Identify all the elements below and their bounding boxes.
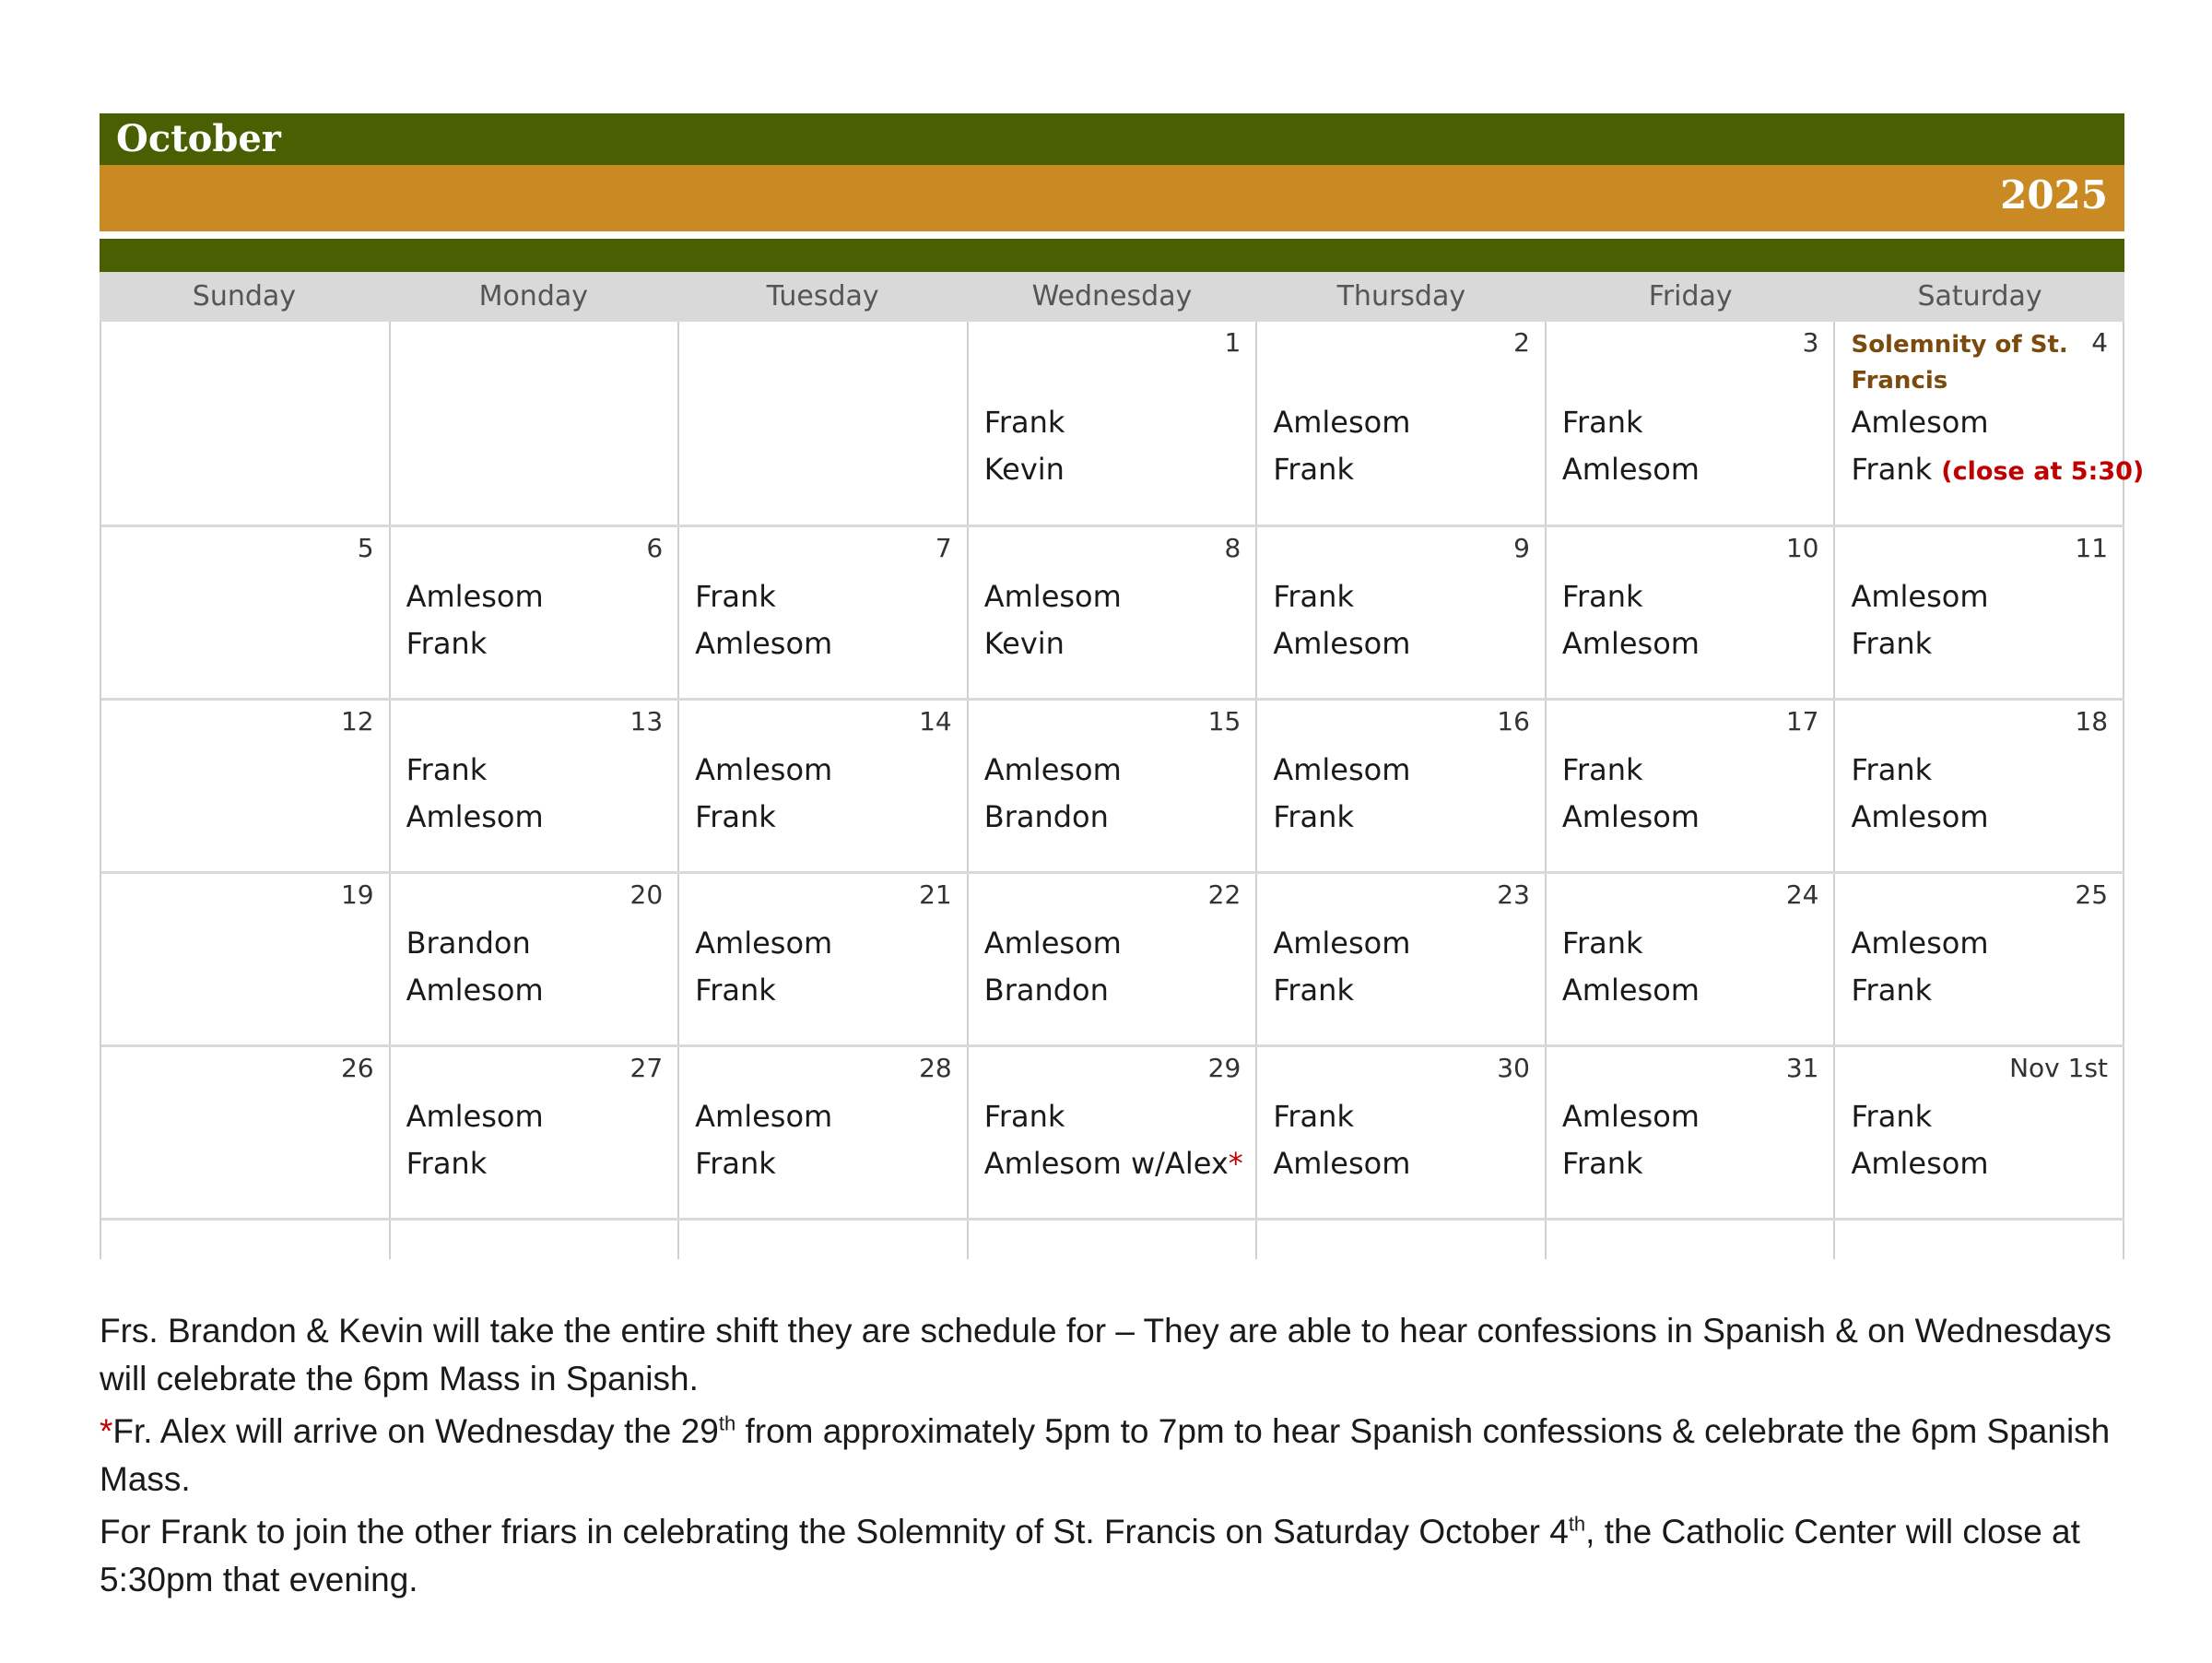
friar-name: Amlesom xyxy=(1273,626,1411,661)
shift-names xyxy=(1562,920,1700,1014)
shift-names xyxy=(695,747,832,841)
day-number: 22 xyxy=(1207,879,1241,910)
day-number: 26 xyxy=(340,1053,374,1083)
shift-name xyxy=(984,399,1065,446)
day-number: 4 xyxy=(2091,327,2109,358)
shift-name xyxy=(406,747,544,794)
day-cell xyxy=(679,701,969,871)
shift-names xyxy=(695,920,832,1014)
note-text: Fr. Alex will arrive on Wednesday the 29 xyxy=(112,1412,719,1450)
day-cell xyxy=(1547,874,1836,1044)
day-number: 19 xyxy=(340,879,374,910)
shift-name xyxy=(984,446,1065,493)
shift-name xyxy=(1851,1093,1988,1140)
shift-name xyxy=(695,747,832,794)
shift-names xyxy=(1562,573,1700,667)
day-number: 3 xyxy=(1802,327,1819,358)
friar-name: Brandon xyxy=(983,799,1109,834)
friar-name: Amlesom xyxy=(1561,1099,1700,1134)
shift-name xyxy=(1851,446,2144,495)
shift-names xyxy=(1273,747,1410,841)
day-number: 18 xyxy=(2075,706,2109,737)
friar-name: Amlesom xyxy=(1273,752,1411,787)
day-cell xyxy=(679,527,969,698)
shift-name xyxy=(1851,967,1988,1014)
day-number: 10 xyxy=(1785,533,1819,563)
friar-name: Frank xyxy=(1851,1099,1933,1134)
shift-name xyxy=(984,747,1122,794)
day-cell xyxy=(679,322,969,525)
shift-names xyxy=(1851,399,2144,495)
day-cell xyxy=(1835,322,2145,525)
shift-name xyxy=(1562,747,1700,794)
shift-name xyxy=(1273,399,1410,446)
friar-name: Amlesom xyxy=(695,1099,833,1134)
day-cell xyxy=(101,527,391,698)
day-cell xyxy=(1547,701,1836,871)
day-number: 27 xyxy=(629,1053,664,1083)
friar-name: Amlesom xyxy=(1561,973,1700,1008)
friar-name: Amlesom xyxy=(1851,799,1989,834)
day-cell xyxy=(969,1047,1258,1218)
shift-name xyxy=(984,1140,1243,1187)
shift-name xyxy=(1273,920,1410,967)
day-number: 17 xyxy=(1785,706,1819,737)
shift-name xyxy=(1562,446,1700,493)
friar-name: Amlesom xyxy=(1851,579,1989,614)
day-number: 9 xyxy=(1513,533,1530,563)
day-number: 13 xyxy=(629,706,664,737)
friar-name: Amlesom xyxy=(1561,799,1700,834)
shift-name xyxy=(984,1093,1243,1140)
friar-name: Amlesom xyxy=(1561,626,1700,661)
shift-name xyxy=(1562,399,1700,446)
shift-name xyxy=(406,620,544,667)
friar-name: Frank xyxy=(406,752,488,787)
shift-name xyxy=(1851,794,1988,841)
friar-name: Brandon xyxy=(406,926,531,961)
shift-name xyxy=(1562,1093,1700,1140)
day-number: 15 xyxy=(1207,706,1241,737)
note-text: For Frank to join the other friars in celebrating the Solemnity of St. Francis on Saturday October 4 xyxy=(100,1513,1569,1551)
day-cell xyxy=(391,701,680,871)
day-cell xyxy=(969,527,1258,698)
shift-name xyxy=(406,1093,544,1140)
day-cell xyxy=(969,322,1258,525)
shift-name xyxy=(1851,920,1988,967)
day-number: 14 xyxy=(919,706,952,737)
shift-name xyxy=(1851,620,1988,667)
shift-names xyxy=(406,920,544,1014)
shift-name xyxy=(1273,747,1410,794)
friar-name: Frank xyxy=(1851,626,1933,661)
shift-names xyxy=(984,747,1122,841)
day-cell xyxy=(969,701,1258,871)
friar-name: Frank xyxy=(1273,452,1354,487)
day-number: 5 xyxy=(357,533,374,563)
shift-name xyxy=(1562,573,1700,620)
day-cell xyxy=(1257,322,1547,525)
day-number: 29 xyxy=(1207,1053,1241,1083)
shift-name xyxy=(406,920,544,967)
friar-name: Frank xyxy=(983,1099,1065,1134)
friar-name: Brandon xyxy=(983,973,1109,1008)
day-number: 6 xyxy=(646,533,664,563)
friar-name: Frank xyxy=(1851,752,1933,787)
friar-name: Frank xyxy=(1851,973,1933,1008)
shift-name xyxy=(984,967,1122,1014)
friar-name: Kevin xyxy=(983,626,1065,661)
friar-name: Frank xyxy=(695,799,776,834)
friar-name: Amlesom w/Alex xyxy=(983,1146,1229,1181)
day-cell xyxy=(1257,1047,1547,1218)
friar-name: Frank xyxy=(1273,973,1354,1008)
friar-name: Amlesom xyxy=(695,752,833,787)
shift-names xyxy=(695,1093,832,1187)
friar-name: Frank xyxy=(406,626,488,661)
note-text: Frs. Brandon & Kevin will take the entire shift they are schedule for – They are able to hear confessions in Spanish & on Wednesdays will celebrate the 6pm Mass in Spanish. xyxy=(100,1312,2112,1398)
weekday-saturday: Saturday xyxy=(1917,280,2042,313)
friar-name: Amlesom xyxy=(406,973,544,1008)
day-cell xyxy=(1547,527,1836,698)
shift-names xyxy=(1562,747,1700,841)
shift-name xyxy=(695,1140,832,1187)
asterisk-marker: * xyxy=(1228,1146,1243,1181)
shift-names xyxy=(1562,1093,1700,1187)
shift-names xyxy=(984,399,1065,493)
day-cell xyxy=(391,527,680,698)
friar-name: Amlesom xyxy=(695,626,833,661)
trailing-row xyxy=(101,1221,2124,1259)
shift-name xyxy=(1851,1140,1988,1187)
year-title: 2025 xyxy=(100,165,2124,231)
weekday-tuesday: Tuesday xyxy=(766,280,879,313)
empty-cell xyxy=(679,1221,969,1259)
calendar-grid xyxy=(100,322,2145,1259)
friar-name: Amlesom xyxy=(406,579,544,614)
friar-name: Amlesom xyxy=(1273,405,1411,440)
empty-cell xyxy=(969,1221,1258,1259)
weekday-wednesday: Wednesday xyxy=(1031,280,1193,313)
shift-names xyxy=(984,920,1122,1014)
shift-names xyxy=(406,573,544,667)
friar-name: Amlesom xyxy=(1561,452,1700,487)
day-cell xyxy=(679,874,969,1044)
shift-name xyxy=(695,620,832,667)
day-number: 20 xyxy=(629,879,664,910)
friar-name: Amlesom xyxy=(1273,1146,1411,1181)
day-number: 2 xyxy=(1513,327,1530,358)
day-cell xyxy=(391,322,680,525)
friar-name: Frank xyxy=(1273,1099,1354,1134)
shift-names xyxy=(406,747,544,841)
month-title: October xyxy=(100,113,2124,165)
day-cell xyxy=(1547,322,1836,525)
day-number: 21 xyxy=(919,879,952,910)
shift-name xyxy=(1562,967,1700,1014)
friar-name: Amlesom xyxy=(1851,405,1989,440)
empty-cell xyxy=(101,1221,391,1259)
empty-cell xyxy=(1835,1221,2124,1259)
closing-note: (close at 5:30) xyxy=(1941,457,2145,486)
shift-name xyxy=(984,620,1122,667)
shift-name xyxy=(1273,446,1410,493)
friar-name: Frank xyxy=(1561,405,1643,440)
week-row xyxy=(101,322,2145,527)
shift-name xyxy=(1562,920,1700,967)
weekday-header-row xyxy=(100,272,2124,322)
shift-names xyxy=(1273,399,1410,493)
day-cell xyxy=(391,1047,680,1218)
note-brandon-kevin xyxy=(100,1307,2127,1403)
shift-name xyxy=(1851,399,2144,446)
day-number: 24 xyxy=(1785,879,1819,910)
asterisk-marker: * xyxy=(100,1412,113,1450)
shift-name xyxy=(1273,1093,1410,1140)
shift-names xyxy=(695,573,832,667)
shift-name xyxy=(1562,794,1700,841)
day-cell xyxy=(1257,874,1547,1044)
day-number: Nov 1st xyxy=(2009,1053,2109,1083)
shift-names xyxy=(1851,1093,1988,1187)
shift-name xyxy=(695,794,832,841)
friar-name: Amlesom xyxy=(983,926,1122,961)
friar-name: Frank xyxy=(1561,579,1643,614)
friar-name: Frank xyxy=(983,405,1065,440)
shift-names xyxy=(984,1093,1243,1187)
day-cell xyxy=(1257,701,1547,871)
shift-names xyxy=(984,573,1122,667)
empty-cell xyxy=(391,1221,680,1259)
empty-cell xyxy=(1547,1221,1836,1259)
shift-names xyxy=(406,1093,544,1187)
shift-name xyxy=(695,573,832,620)
friar-name: Frank xyxy=(695,579,776,614)
shift-name xyxy=(1273,1140,1410,1187)
ordinal-suffix: th xyxy=(718,1411,736,1435)
shift-names xyxy=(1851,920,1988,1014)
shift-name xyxy=(1273,620,1410,667)
friar-name: Frank xyxy=(695,973,776,1008)
note-text: , the Catholic Center will close at 5:30pm that evening. xyxy=(100,1513,2080,1598)
shift-name xyxy=(695,920,832,967)
day-number: 1 xyxy=(1224,327,1241,358)
day-number: 30 xyxy=(1497,1053,1530,1083)
shift-names xyxy=(1273,920,1410,1014)
day-number: 11 xyxy=(2075,533,2109,563)
friar-name: Frank xyxy=(695,1146,776,1181)
day-cell xyxy=(101,874,391,1044)
note-alex xyxy=(100,1408,2127,1504)
day-cell xyxy=(969,874,1258,1044)
friar-name: Amlesom xyxy=(695,926,833,961)
day-cell xyxy=(101,322,391,525)
shift-name xyxy=(406,573,544,620)
day-number: 23 xyxy=(1497,879,1530,910)
day-number: 12 xyxy=(340,706,374,737)
note-frank-closing xyxy=(100,1508,2127,1604)
shift-name xyxy=(406,967,544,1014)
friar-name: Amlesom xyxy=(406,1099,544,1134)
shift-name xyxy=(406,1140,544,1187)
shift-name xyxy=(406,794,544,841)
weekday-friday: Friday xyxy=(1648,280,1733,313)
day-number: 8 xyxy=(1224,533,1241,563)
day-cell xyxy=(391,874,680,1044)
friar-name: Frank xyxy=(1561,1146,1643,1181)
feast-label: Solemnity of St. Francis xyxy=(1851,331,2068,395)
header-band xyxy=(100,239,2124,272)
day-cell xyxy=(1835,874,2124,1044)
friar-name: Amlesom xyxy=(1851,926,1989,961)
weekday-monday: Monday xyxy=(478,280,588,313)
week-row xyxy=(101,1047,2124,1221)
friar-name: Amlesom xyxy=(1851,1146,1989,1181)
day-cell xyxy=(1547,1047,1836,1218)
week-row xyxy=(101,527,2124,701)
shift-names xyxy=(1851,747,1988,841)
day-cell xyxy=(101,1047,391,1218)
day-cell xyxy=(1835,701,2124,871)
shift-name xyxy=(984,794,1122,841)
weekday-thursday: Thursday xyxy=(1336,280,1466,313)
week-row xyxy=(101,701,2124,874)
friar-name: Frank xyxy=(406,1146,488,1181)
shift-name xyxy=(1562,620,1700,667)
day-number: 7 xyxy=(935,533,952,563)
day-number: 31 xyxy=(1785,1053,1819,1083)
shift-name xyxy=(1562,1140,1700,1187)
note-text: from approximately 5pm to 7pm to hear Spanish confessions & celebrate the 6pm Spanish Mass. xyxy=(100,1412,2111,1498)
day-number: 25 xyxy=(2075,879,2109,910)
shift-name xyxy=(1273,794,1410,841)
shift-names xyxy=(1273,573,1410,667)
day-number: 16 xyxy=(1497,706,1530,737)
schedule-notes xyxy=(100,1307,2127,1609)
shift-name xyxy=(1851,573,1988,620)
header-gap xyxy=(100,231,2124,239)
day-cell xyxy=(101,701,391,871)
friar-name: Amlesom xyxy=(406,799,544,834)
shift-name xyxy=(984,920,1122,967)
shift-names xyxy=(1851,573,1988,667)
day-cell xyxy=(1257,527,1547,698)
shift-name xyxy=(1273,573,1410,620)
friar-name: Amlesom xyxy=(983,579,1122,614)
friar-name: Frank xyxy=(1561,926,1643,961)
shift-name xyxy=(1273,967,1410,1014)
day-cell xyxy=(679,1047,969,1218)
week-row xyxy=(101,874,2124,1047)
friar-name: Amlesom xyxy=(983,752,1122,787)
friar-name: Frank xyxy=(1273,579,1354,614)
shift-name xyxy=(1851,747,1988,794)
day-cell xyxy=(1835,527,2124,698)
shift-name xyxy=(984,573,1122,620)
shift-names xyxy=(1562,399,1700,493)
shift-names xyxy=(1273,1093,1410,1187)
empty-cell xyxy=(1257,1221,1547,1259)
calendar xyxy=(100,113,2145,1259)
weekday-sunday: Sunday xyxy=(192,280,297,313)
day-number: 28 xyxy=(919,1053,952,1083)
friar-name: Kevin xyxy=(983,452,1065,487)
ordinal-suffix: th xyxy=(1568,1512,1586,1536)
shift-name xyxy=(695,1093,832,1140)
shift-name xyxy=(695,967,832,1014)
friar-name: Frank xyxy=(1561,752,1643,787)
day-cell xyxy=(1835,1047,2124,1218)
friar-name: Frank xyxy=(1273,799,1354,834)
friar-name: Frank xyxy=(1851,452,1933,487)
friar-name: Amlesom xyxy=(1273,926,1411,961)
